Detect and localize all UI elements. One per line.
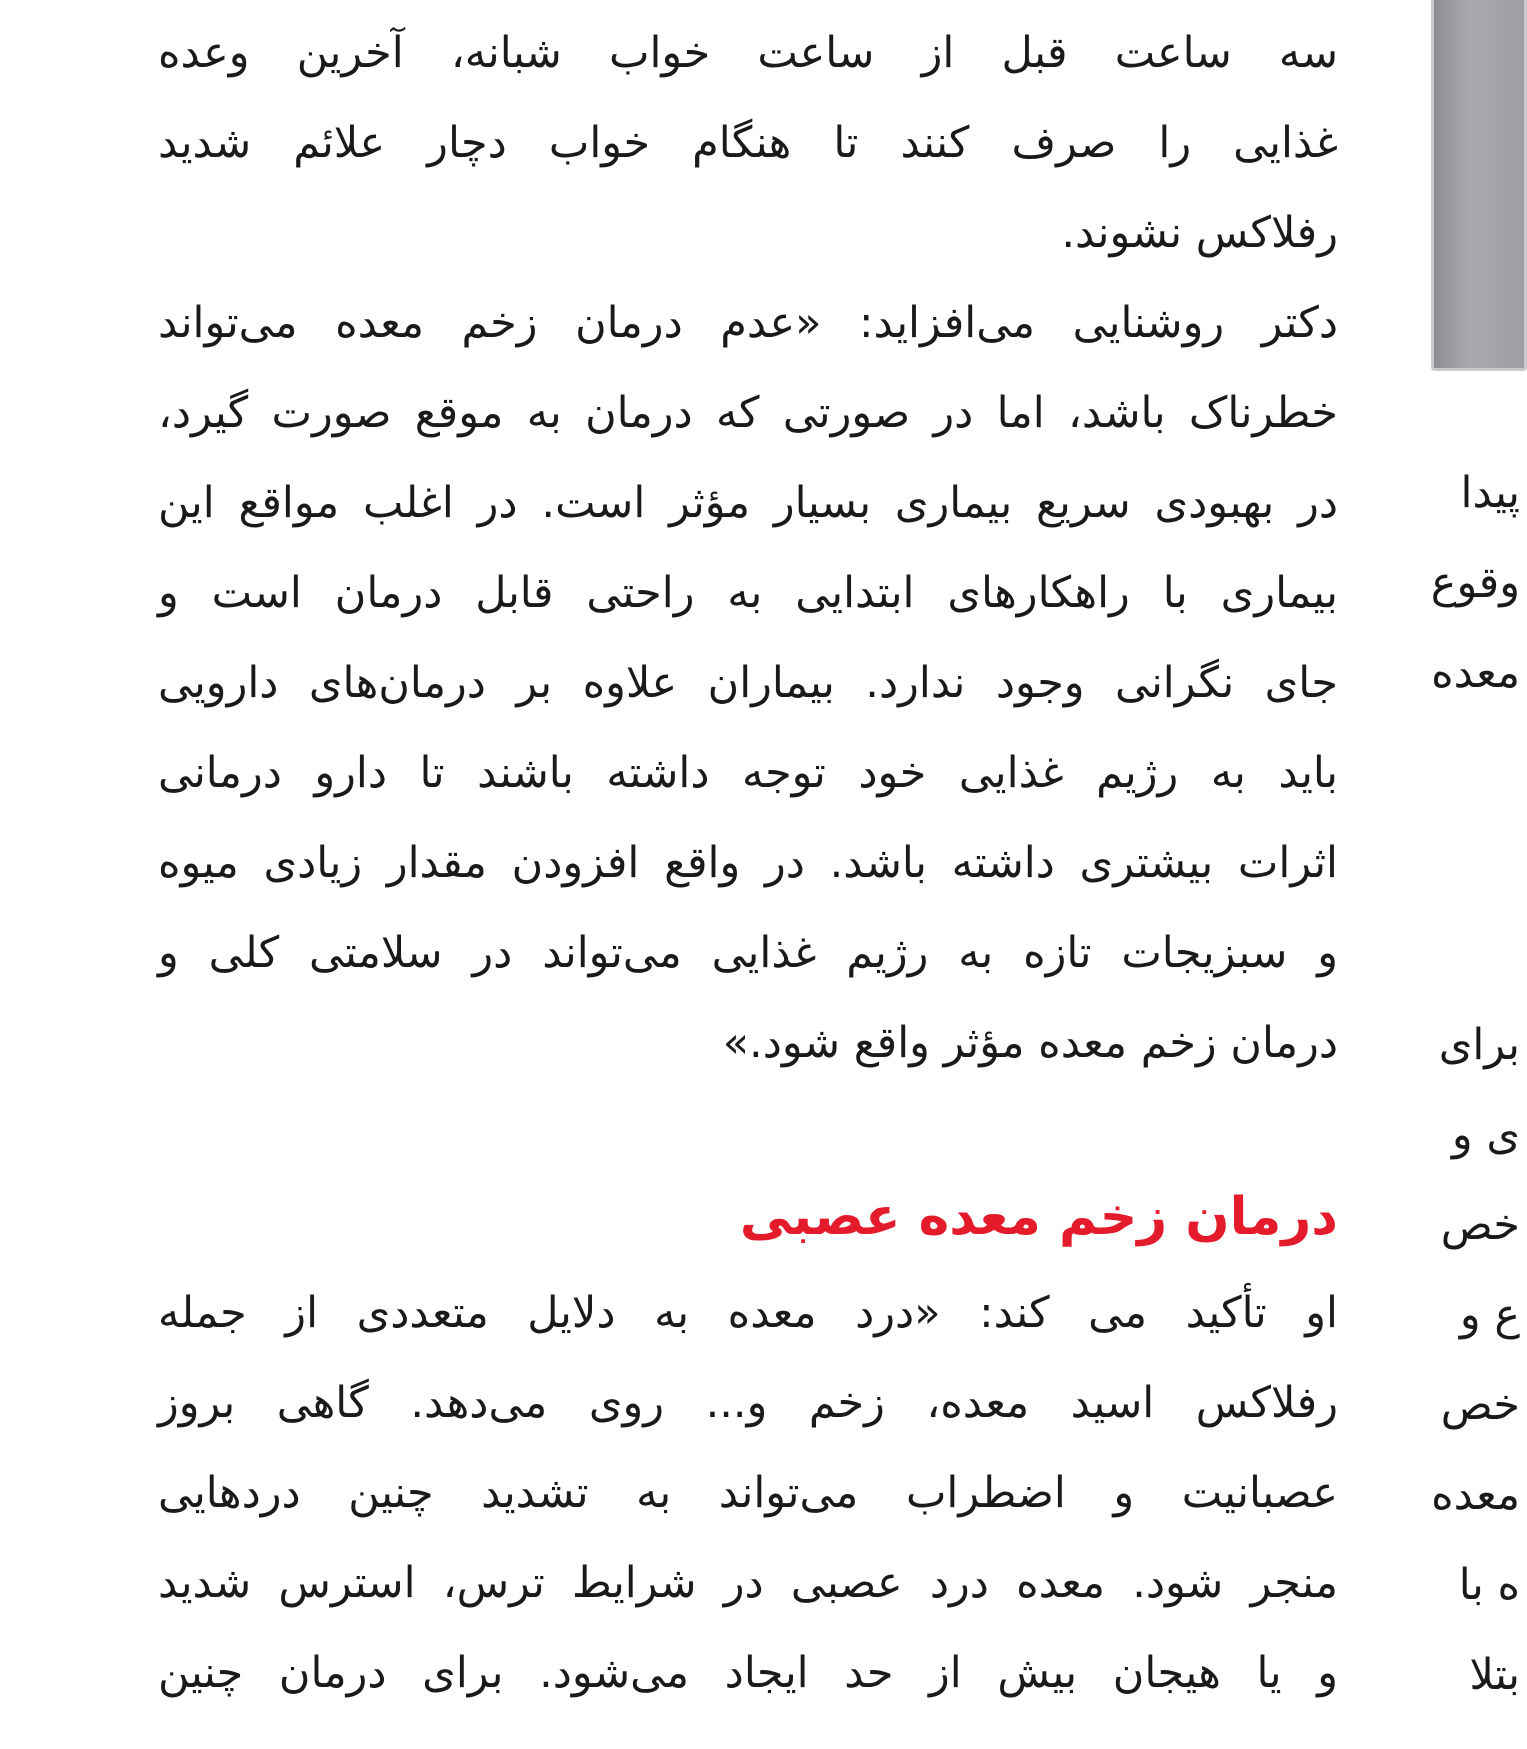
side-fragment: معده — [1431, 648, 1520, 698]
text-line: دکتر روشنایی می‌افزاید: «عدم درمان زخم معده می‌تواند — [158, 298, 1338, 348]
text-line: رفلاکس نشوند. — [1061, 208, 1338, 258]
side-fragment: وقوع — [1430, 558, 1520, 608]
side-fragment: خص — [1440, 1380, 1520, 1430]
side-fragment: پیدا — [1460, 468, 1520, 518]
text-line: باید به رژیم غذایی خود توجه داشته باشند تا دارو درمانی — [158, 748, 1338, 798]
text-line: او تأکید می کند: «درد معده به دلایل متعددی از جمله — [158, 1288, 1338, 1338]
text-line: اثرات بیشتری داشته باشد. در واقع افزودن مقدار زیادی میوه — [158, 838, 1338, 888]
text-line: منجر شود. معده درد عصبی در شرایط ترس، استرس شدید — [158, 1558, 1338, 1608]
side-fragment: معده — [1431, 1470, 1520, 1520]
text-line: و سبزیجات تازه به رژیم غذایی می‌تواند در سلامتی کلی و — [158, 928, 1338, 978]
side-fragment: برای — [1438, 1020, 1520, 1070]
text-line: خطرناک باشد، اما در صورتی که درمان به موقع صورت گیرد، — [158, 388, 1338, 438]
side-column — [1430, 0, 1520, 1749]
side-fragment: ه با — [1458, 1560, 1520, 1610]
text-line: سه ساعت قبل از ساعت خواب شبانه، آخرین وعده — [158, 28, 1338, 78]
text-line: درمان زخم معده مؤثر واقع شود.» — [722, 1018, 1338, 1068]
side-fragment: بتلا — [1469, 1650, 1520, 1700]
text-line: عصبانیت و اضطراب می‌تواند به تشدید چنین دردهایی — [158, 1468, 1338, 1518]
text-line: و یا هیجان بیش از حد ایجاد می‌شود. برای درمان چنین — [158, 1648, 1338, 1698]
side-fragment: خص — [1440, 1200, 1520, 1250]
text-line: جای نگرانی وجود ندارد. بیماران علاوه بر درمان‌های دارویی — [158, 658, 1338, 708]
side-fragment: ی و — [1451, 1110, 1520, 1160]
text-line: در بهبودی سریع بیماری بسیار مؤثر است. در اغلب مواقع این — [158, 478, 1338, 528]
side-fragment: ع و — [1459, 1290, 1520, 1340]
section-heading: درمان زخم معده عصبی — [739, 1187, 1338, 1247]
text-line: بیماری با راهکارهای ابتدایی به راحتی قابل درمان است و — [158, 568, 1338, 618]
text-line: رفلاکس اسید معده، زخم و... روی می‌دهد. گاهی بروز — [158, 1378, 1338, 1428]
text-line: غذایی را صرف کنند تا هنگام خواب دچار علائم شدید — [158, 118, 1338, 168]
